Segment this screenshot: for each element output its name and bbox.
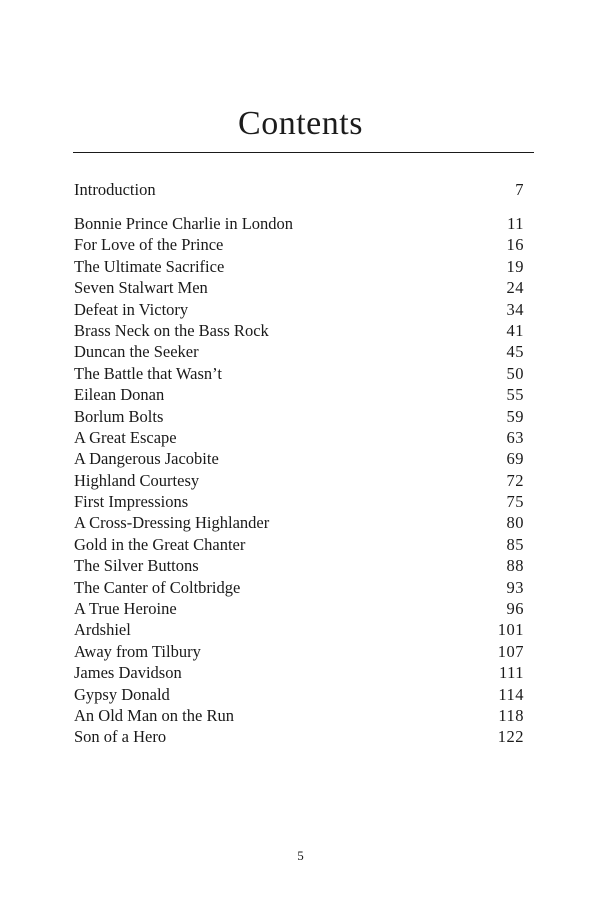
toc-entry-page: 88 — [506, 556, 524, 576]
toc-entry-title: A True Heroine — [74, 599, 177, 619]
toc-entry-title: Brass Neck on the Bass Rock — [74, 320, 269, 340]
toc-entry-title: Duncan the Seeker — [74, 342, 199, 362]
toc-entry-title: Away from Tilbury — [74, 641, 201, 661]
toc-entry-title: Son of a Hero — [74, 727, 167, 747]
toc-entry-page: 24 — [506, 278, 524, 298]
table-of-contents — [74, 179, 524, 748]
toc-entry-title: Ardshiel — [74, 620, 131, 640]
toc-entry — [74, 448, 524, 469]
toc-entry-title: Eilean Donan — [74, 385, 165, 405]
toc-entry-page: 11 — [507, 213, 524, 233]
toc-entry-page: 96 — [506, 599, 524, 619]
toc-entry-page: 118 — [498, 705, 524, 725]
toc-entry — [74, 470, 524, 491]
toc-entry-page: 59 — [506, 406, 524, 426]
toc-entry-page: 34 — [506, 299, 524, 319]
toc-entry-title: Gypsy Donald — [74, 684, 170, 704]
toc-entry-page: 93 — [506, 577, 524, 597]
toc-entry — [74, 363, 524, 384]
toc-entry-title: First Impressions — [74, 492, 189, 512]
toc-entry-page: 122 — [497, 727, 524, 747]
toc-entry — [74, 598, 524, 619]
toc-entry — [74, 491, 524, 512]
toc-entry — [74, 555, 524, 576]
toc-entry — [74, 619, 524, 640]
toc-entry — [74, 179, 524, 200]
toc-entry-title: An Old Man on the Run — [74, 705, 234, 725]
toc-entry — [74, 662, 524, 683]
toc-entry-title: A Cross-Dressing Highlander — [74, 513, 270, 533]
toc-entry — [74, 577, 524, 598]
toc-entry — [74, 427, 524, 448]
toc-entry-title: The Battle that Wasn’t — [74, 363, 222, 383]
toc-entry-page: 45 — [506, 342, 524, 362]
toc-entry-page: 85 — [506, 534, 524, 554]
toc-entry — [74, 684, 524, 705]
toc-entry — [74, 406, 524, 427]
toc-entry — [74, 705, 524, 726]
toc-entry-page: 75 — [506, 492, 524, 512]
toc-entry — [74, 512, 524, 533]
toc-entry-page: 111 — [498, 663, 524, 683]
toc-entry-page: 114 — [498, 684, 524, 704]
toc-entry-title: For Love of the Prince — [74, 235, 224, 255]
page-number: 5 — [297, 848, 304, 863]
toc-entry-title: Highland Courtesy — [74, 470, 200, 490]
toc-entry — [74, 299, 524, 320]
toc-entry-page: 41 — [506, 320, 524, 340]
toc-entry-title: James Davidson — [74, 663, 182, 683]
toc-entry — [74, 641, 524, 662]
toc-entry — [74, 213, 524, 234]
toc-entry-page: 7 — [515, 180, 524, 199]
toc-entry — [74, 277, 524, 298]
toc-entry-page: 101 — [497, 620, 524, 640]
toc-entry-title: Seven Stalwart Men — [74, 278, 208, 298]
toc-entry — [74, 256, 524, 277]
toc-entry — [74, 234, 524, 255]
toc-entry-title: Borlum Bolts — [74, 406, 164, 426]
page-title: Contents — [238, 105, 363, 142]
toc-entry-page: 50 — [506, 363, 524, 383]
toc-entry-page: 107 — [497, 641, 524, 661]
toc-entry-title: Gold in the Great Chanter — [74, 534, 246, 554]
toc-entry-title: A Great Escape — [74, 427, 177, 447]
toc-entry-title: Introduction — [74, 180, 156, 199]
toc-entry-page: 19 — [506, 256, 524, 276]
title-rule-divider — [73, 152, 534, 153]
toc-entry-page: 55 — [506, 385, 524, 405]
toc-entry-page: 72 — [506, 470, 524, 490]
toc-entry-page: 80 — [506, 513, 524, 533]
toc-entry — [74, 320, 524, 341]
toc-entry — [74, 534, 524, 555]
toc-entry — [74, 341, 524, 362]
toc-entry-title: Defeat in Victory — [74, 299, 189, 319]
toc-entry-page: 69 — [506, 449, 524, 469]
toc-entry-title: A Dangerous Jacobite — [74, 449, 219, 469]
toc-entry — [74, 726, 524, 747]
toc-entry-page: 63 — [506, 427, 524, 447]
toc-entry-title: The Canter of Coltbridge — [74, 577, 241, 597]
toc-entry-page: 16 — [506, 235, 524, 255]
toc-entry-title: The Ultimate Sacrifice — [74, 256, 225, 276]
toc-entry-title: The Silver Buttons — [74, 556, 199, 576]
toc-entry-title: Bonnie Prince Charlie in London — [74, 213, 294, 233]
toc-entry — [74, 384, 524, 405]
